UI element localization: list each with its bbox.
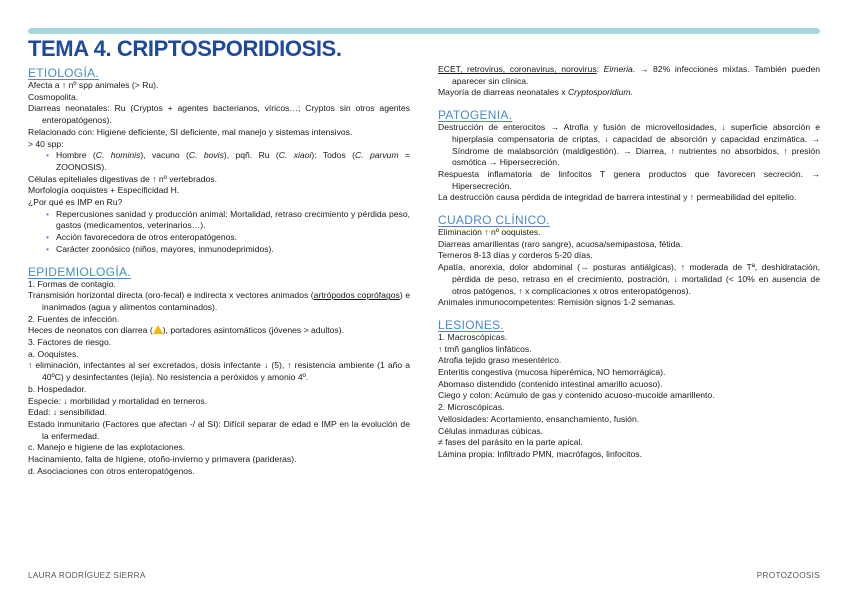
list-item: • Hombre (C. hominis), vacuno (C. bovis), pqñ. Ru (C. xiaoi): Todos (C. parvum = ZOONOSIS). <box>46 150 410 172</box>
section-heading-cuadro-clinico: CUADRO CLÍNICO. <box>438 213 550 228</box>
text-line: Vellosidades: Acortamiento, ensanchamiento, fusión. <box>438 413 640 424</box>
text-line: Destrucción de enterocitos → Atrofia y fusión de microvellosidades, ↓ superficie absorción e hiperplasia compensatoria de criptas, ↓ capacidad de absorción y capacidad enzimática. → Síndrome de malabsorción (maldigestión). → Diarrea, ↑ nutrientes no absorbidos, ↑ presión osmótica → Hipersecreción. <box>438 122 820 168</box>
text-line: Respuesta inflamatoria de linfocitos T genera productos que favorecen secreción. → Hipersecreción. <box>438 168 820 191</box>
text-line: Heces de neonatos con diarrea ( ), portadores asintomáticos (jóvenes > adultos). <box>28 325 344 336</box>
text-line: ECET, retrovirus, coronavirus, norovirus: Eimeria. → 82% infecciones mixtas. También pueden aparecer sin clínica. <box>438 64 820 86</box>
text-line: Abomaso distendido (contenido intestinal amarillo acuoso). <box>438 378 663 389</box>
text-line: Cosmopolita. <box>28 91 79 102</box>
text-line: Morfología ooquistes + Especificidad H. <box>28 185 180 196</box>
text-line: Enteritis congestiva (mucosa hiperémica, NO hemorrágica). <box>438 367 666 378</box>
text-line: 2. Fuentes de infección. <box>28 313 120 324</box>
section-heading-etiologia: ETIOLOGÍA. <box>28 66 100 80</box>
list-item: • Repercusiones sanidad y producción animal: Mortalidad, retraso crecimiento y pérdida peso, gastos (medicamentos, veterinarios…). <box>46 208 410 231</box>
section-heading-lesiones: LESIONES. <box>438 317 505 332</box>
list-item: • Acción favorecedora de otros enteropatógenos. <box>46 232 238 243</box>
text-line: a. Ooquistes. <box>28 348 79 359</box>
importance-list <box>28 209 410 256</box>
text-line: 1. Formas de contagio. <box>28 278 116 289</box>
page-title: TEMA 4. CRIPTOSPORIDIOSIS. <box>28 36 342 61</box>
text-line: Diarreas amarillentas (raro sangre), acuosa/semipastosa, fétida. <box>438 238 683 249</box>
text-line: Afecta a ↑ nº spp animales (> Ru). <box>28 80 159 90</box>
text-line: Ciego y colon: Acúmulo de gas y contenido acuoso-mucoide amarillento. <box>438 390 715 401</box>
bullet-icon: • <box>46 208 50 219</box>
text-line: ¿Por qué es IMP en Ru? <box>28 197 123 208</box>
text-line: Transmisión horizontal directa (oro-fecal) e indirecta x vectores animados (artrópodos coprófagos) e inanimados (agua y alimentos contaminados). <box>28 290 410 312</box>
warning-icon <box>153 325 163 334</box>
text-line: Especie: ↓ morbilidad y mortalidad en terneros. <box>28 395 208 406</box>
text-line: 3. Factores de riesgo. <box>28 337 112 348</box>
footer-author: LAURA RODRÍGUEZ SIERRA <box>28 571 146 580</box>
text-line: 1. Macroscópicas. <box>438 331 508 342</box>
text-line: 2. Microscópicas. <box>438 402 505 413</box>
bullet-icon: • <box>46 150 50 161</box>
text-line: Hacinamiento, falta de higiene, otoño-invierno y primavera (parideras). <box>28 454 297 465</box>
text-line: Relacionado con: Higiene deficiente, SI deficiente, mal manejo y sistemas intensivos. <box>28 126 353 137</box>
text-line: Apatía, anorexia, dolor abdominal (→ posturas antiálgicas), ↑ moderada de Tª, deshidratación, pérdida de peso, retraso en el crecimiento, postración, ↓ mortalidad (< 10% en ausencia de otros patógenos, ↑ x complicaciones x otros enteropatógenos). <box>438 262 820 296</box>
text-line: Atrofia tejido graso mesentérico. <box>438 355 562 366</box>
bullet-icon: • <box>46 232 50 243</box>
text-line: Lámina propia: Infiltrado PMN, macrófagos, linfocitos. <box>438 448 642 459</box>
header-accent-bar <box>28 28 820 34</box>
text-line: Eliminación ↑ nº ooquistes. <box>438 227 541 238</box>
right-column <box>438 64 820 461</box>
text-line: Células epiteliales digestivas de ↑ nº vertebrados. <box>28 173 217 184</box>
text-line: Estado inmunitario (Factores que afectan -/ al SI): Difícil separar de edad e IMP en la evolución de la enfermedad. <box>28 418 410 441</box>
footer-subject: PROTOZOOSIS <box>756 571 820 580</box>
text-line: Animales inmunocompetentes: Remisión signos 1-2 semanas. <box>438 297 676 308</box>
text-line: Mayoría de diarreas neonatales x Cryptosporidium. <box>438 87 633 98</box>
text-line: Células inmaduras cúbicas. <box>438 425 544 436</box>
left-column <box>28 66 410 478</box>
section-heading-epidemiologia: EPIDEMIOLOGÍA. <box>28 264 131 279</box>
text-line: Terneros 8-13 días y corderos 5-20 días. <box>438 250 593 261</box>
text-line: > 40 spp: <box>28 138 64 149</box>
text-line: Edad: ↓ sensibilidad. <box>28 407 107 418</box>
list-item: • Carácter zoonósico (niños, mayores, inmunodeprimidos). <box>46 243 274 254</box>
text-line: ↑ eliminación, infectantes al ser excretados, dosis infectante ↓ (5), ↑ resistencia ambiente (1 año a 40ºC) y desinfectantes (lejía). No resistencia a peróxidos y amonio 4º. <box>28 360 410 383</box>
text-line: b. Hospedador. <box>28 383 87 394</box>
species-list <box>28 150 410 173</box>
bullet-icon: • <box>46 243 50 254</box>
text-line: ≠ fases del parásito en la parte apical. <box>438 437 583 448</box>
text-line: d. Asociaciones con otros enteropatógenos. <box>28 465 195 476</box>
text-line: ↑ tmñ ganglios linfáticos. <box>438 343 532 354</box>
text-line: Diarreas neonatales: Ru (Cryptos + agentes bacterianos, víricos…; Cryptos sin otros agentes enteropatógenos). <box>28 103 410 126</box>
section-heading-patogenia: PATOGENIA. <box>438 108 513 123</box>
text-line: c. Manejo e higiene de las explotaciones. <box>28 442 186 453</box>
text-line: La destrucción causa pérdida de integridad de barrera intestinal y ↑ permeabilidad del epitelio. <box>438 192 797 203</box>
